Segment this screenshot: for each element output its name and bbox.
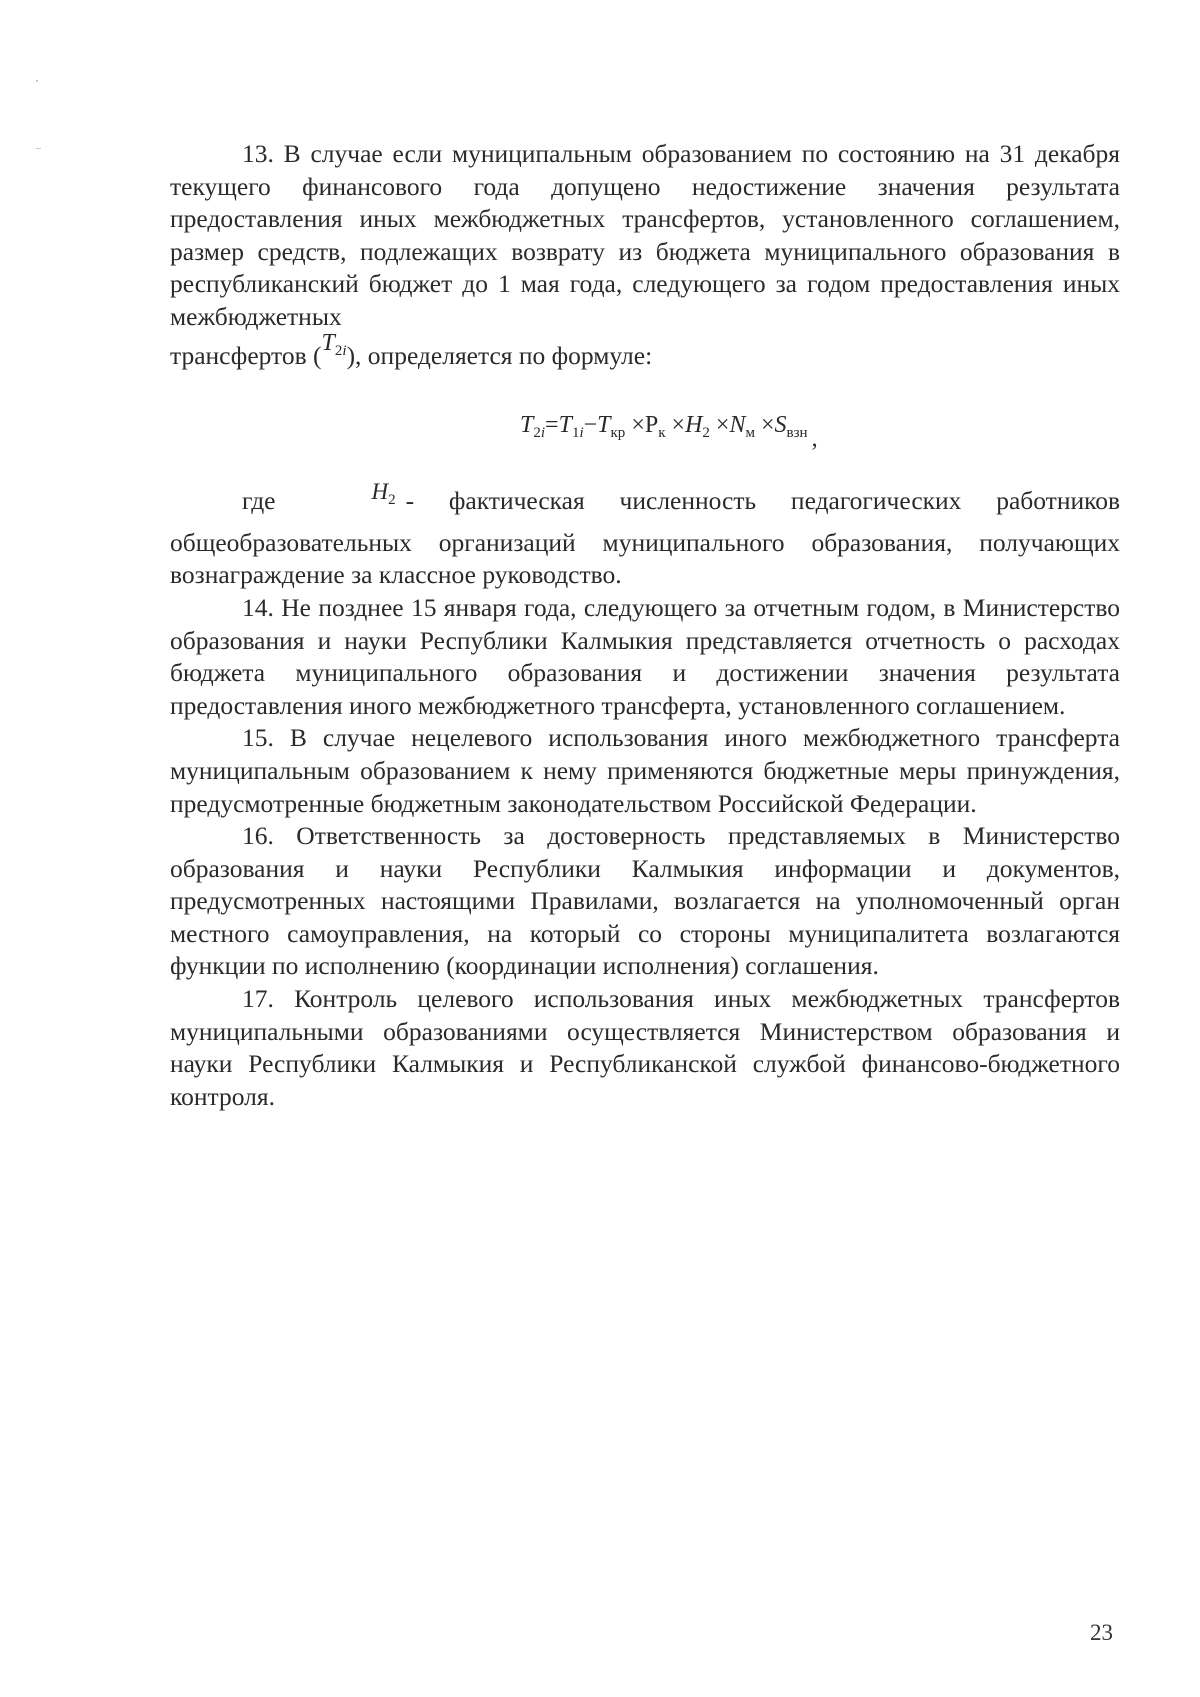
paragraph-13-text: 13. В случае если муниципальным образованием по состоянию на 31 декабря текущего финансового года допущено недостижение значения результата предоставления иных межбюджетных трансфертов, установленного соглашением, размер средств, подлежащих возврату из бюджета муниципального образования в республиканский бюджет до 1 мая года, следующего за годом предоставления иных межбюджетных — [170, 139, 1120, 331]
paragraph-17: 17. Контроль целевого использования иных межбюджетных трансфертов муниципальными образованиями осуществляется Министерством образования и науки Республики Калмыкия и Республиканской службой финансово-бюджетного контроля. — [170, 984, 1120, 1111]
paragraph-13-tail — [170, 329, 1120, 382]
paragraph-16: 16. Ответственность за достоверность представляемых в Министерство образования и науки Республики Калмыкия информации и документов, предусмотренных настоящими Правилами, возлагается на уполномоченный орган местного самоуправления, на который со стороны муниципалитета возлагаются функции по исполнению (координации исполнения) соглашения. — [170, 821, 1120, 981]
scan-margin-mark — [36, 148, 41, 149]
where-text: - фактическая численность педагогических работников общеобразовательных организаций муниципального образования, получающих вознаграждение за классное руководство. — [170, 486, 1120, 590]
paragraph-14: 14. Не позднее 15 января года, следующего за отчетным годом, в Министерство образования и науки Республики Калмыкия представляется отчетность о расходах бюджета муниципального образования и достижении значения результата предоставления иного межбюджетного трансферта, установленного соглашением. — [170, 592, 1120, 720]
inline-formula-t2i: $T_{2i}$ — [321, 329, 347, 359]
scan-margin-mark — [36, 80, 38, 82]
formula-block — [170, 389, 1120, 485]
where-variable-h2: $Н_2$ — [371, 479, 396, 509]
paragraph-where — [170, 479, 1120, 592]
page-number: 23 — [1090, 1620, 1113, 1645]
paragraph-15: 15. В случае нецелевого использования иного межбюджетного трансферта муниципальным образованием к нему применяются бюджетные меры принуждения, предусмотренные бюджетным законодательством Российской Федерации. — [170, 723, 1120, 818]
document-body — [170, 138, 1120, 1113]
paragraph-13-tail-after: ), определяется по формуле: — [346, 340, 653, 370]
paragraph-13 — [170, 138, 1120, 334]
paragraph-13-tail-before: трансфертов ( — [170, 340, 322, 370]
where-word: где — [242, 486, 276, 516]
formula-main: $T_{2i}=T_{1i}-T_{кр} \times Р_к \times Н_2 \times N_м \times S_{взн}$ , — [520, 412, 818, 453]
